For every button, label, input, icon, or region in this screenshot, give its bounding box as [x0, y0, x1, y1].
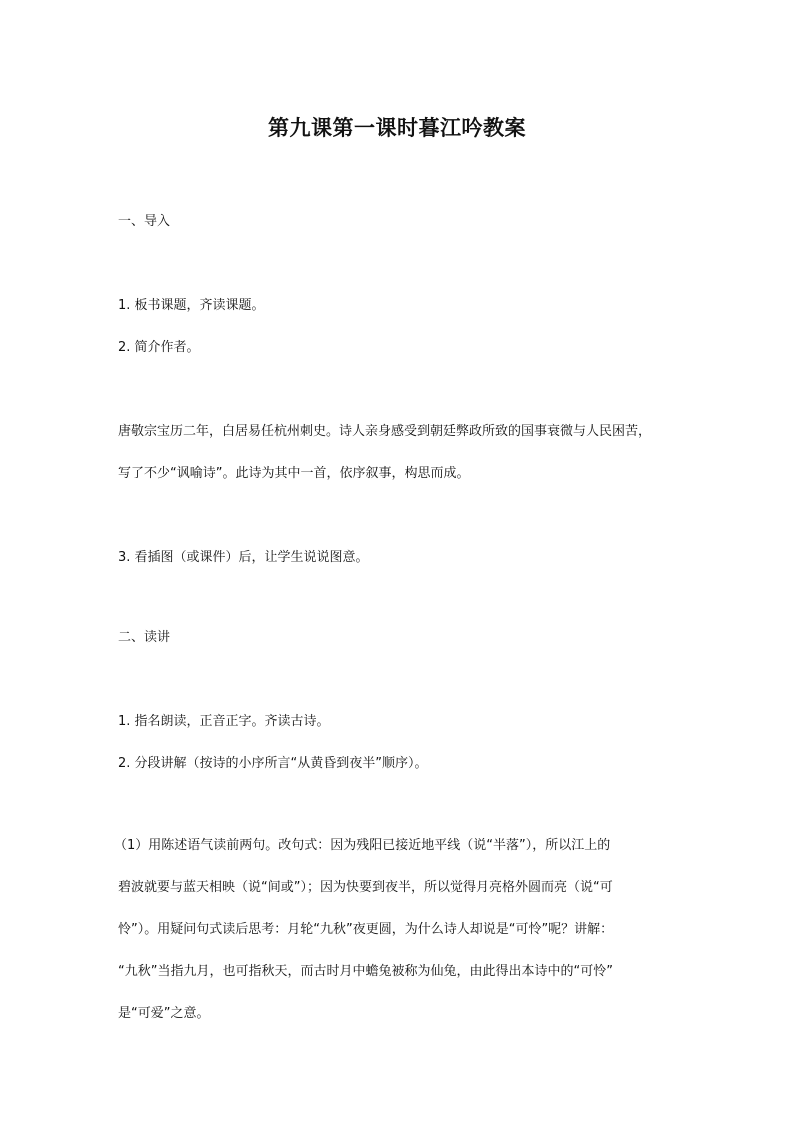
section-2-item-2: 2. 分段讲解（按诗的小序所言“从黄昏到夜半”顺序）。: [118, 756, 428, 771]
section-1-item-1: 1. 板书课题，齐读课题。: [118, 298, 265, 313]
author-intro-line-2: 写了不少“讽喻诗”。此诗为其中一首，依序叙事，构思而成。: [118, 466, 470, 481]
explanation-line-4: “九秋”当指九月，也可指秋天，而古时月中蟾兔被称为仙兔，由此得出本诗中的“可怜”: [118, 964, 613, 979]
explanation-line-5: 是“可爱”之意。: [118, 1006, 210, 1021]
section-1-heading: 一、导入: [118, 214, 171, 229]
explanation-line-1: （1）用陈述语气读前两句。改句式：因为残阳已接近地平线（说“半落”），所以江上的: [114, 838, 611, 853]
explanation-line-3: 怜”）。用疑问句式读后思考：月轮“九秋”夜更圆，为什么诗人却说是“可怜”呢？讲解：: [118, 922, 614, 937]
section-1-item-2: 2. 简介作者。: [118, 340, 200, 355]
author-intro-line-1: 唐敬宗宝历二年，白居易任杭州刺史。诗人亲身感受到朝廷弊政所致的国事衰微与人民困苦，: [118, 424, 652, 439]
section-2-item-1: 1. 指名朗读，正音正字。齐读古诗。: [118, 714, 330, 729]
section-1-item-3: 3. 看插图（或课件）后，让学生说说图意。: [118, 550, 369, 565]
explanation-line-2: 碧波就要与蓝天相映（说“间或”）；因为快要到夜半，所以觉得月亮格外圆而亮（说“可: [118, 880, 613, 895]
document-title: 第九课第一课时暮江吟教案: [268, 116, 526, 140]
section-2-heading: 二、读讲: [118, 630, 171, 645]
